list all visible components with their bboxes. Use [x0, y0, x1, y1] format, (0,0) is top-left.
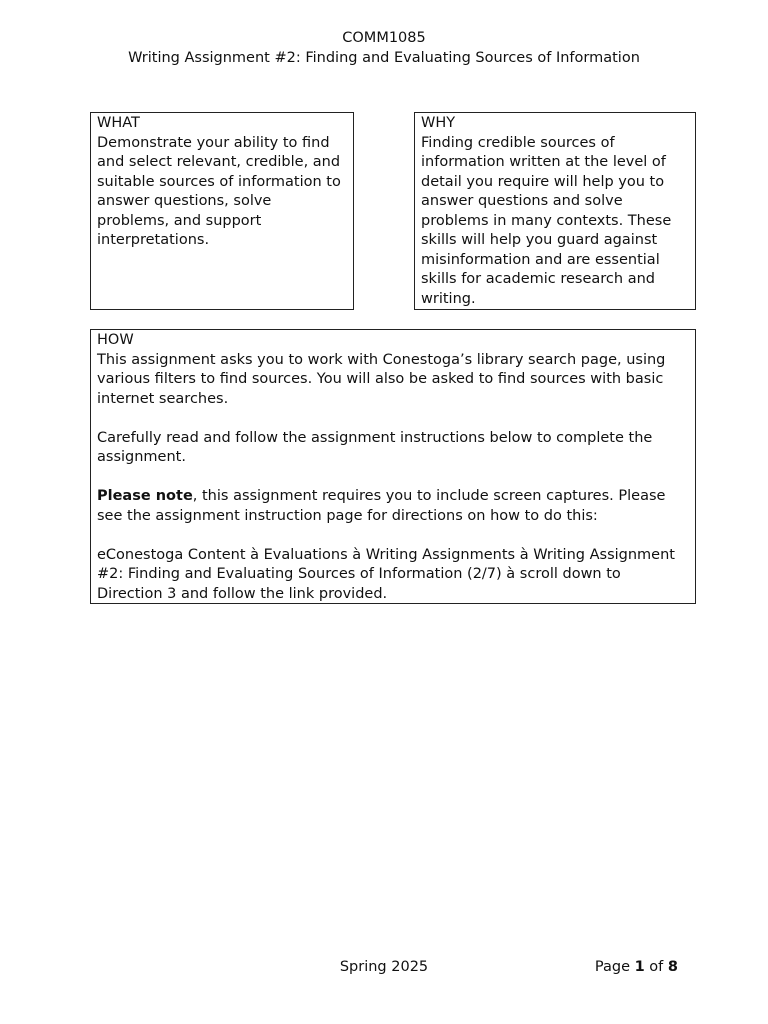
why-heading: WHY — [421, 115, 456, 131]
how-box — [90, 329, 696, 604]
page-number — [595, 957, 678, 977]
note-text: , this assignment requires you to include screen captures. Please see the assignment instruction page for directions on how to do this: — [97, 488, 666, 524]
page-of: of — [644, 959, 668, 975]
what-box — [90, 112, 354, 310]
page-current: 1 — [634, 959, 645, 975]
what-heading: WHAT — [97, 115, 140, 131]
course-code: COMM1085 — [342, 30, 426, 46]
assignment-title: Writing Assignment #2: Finding and Evaluating Sources of Information — [128, 49, 640, 66]
document-header — [0, 29, 768, 68]
note-bold-label: Please note — [97, 488, 193, 504]
how-note — [97, 487, 689, 526]
how-paragraph-1: This assignment asks you to work with Conestoga’s library search page, using various filters to find sources. You will also be asked to find sources with basic internet searches. — [97, 351, 666, 407]
what-body: Demonstrate your ability to find and select relevant, credible, and suitable sources of information to answer questions, solve problems, and support interpretations. — [97, 134, 341, 248]
page-prefix: Page — [594, 959, 635, 975]
footer-season: Spring 2025 — [339, 959, 429, 975]
why-box — [414, 112, 696, 310]
why-body: Finding credible sources of information written at the level of detail you require will help you to answer questions and solve problems in many contexts. These skills will help you guard against misinformation and are essential skills for academic research and writing. — [421, 134, 672, 307]
page-total: 8 — [667, 959, 678, 975]
how-heading: HOW — [97, 332, 134, 348]
how-paragraph-2: Carefully read and follow the assignment instructions below to complete the assignment. — [97, 429, 653, 465]
how-paragraph-4: eConestoga Content à Evaluations à Writing Assignments à Writing Assignment #2: Finding and Evaluating Sources of Information (2/7) à scroll down to Direction 3 and follow the link provided. — [97, 546, 675, 602]
